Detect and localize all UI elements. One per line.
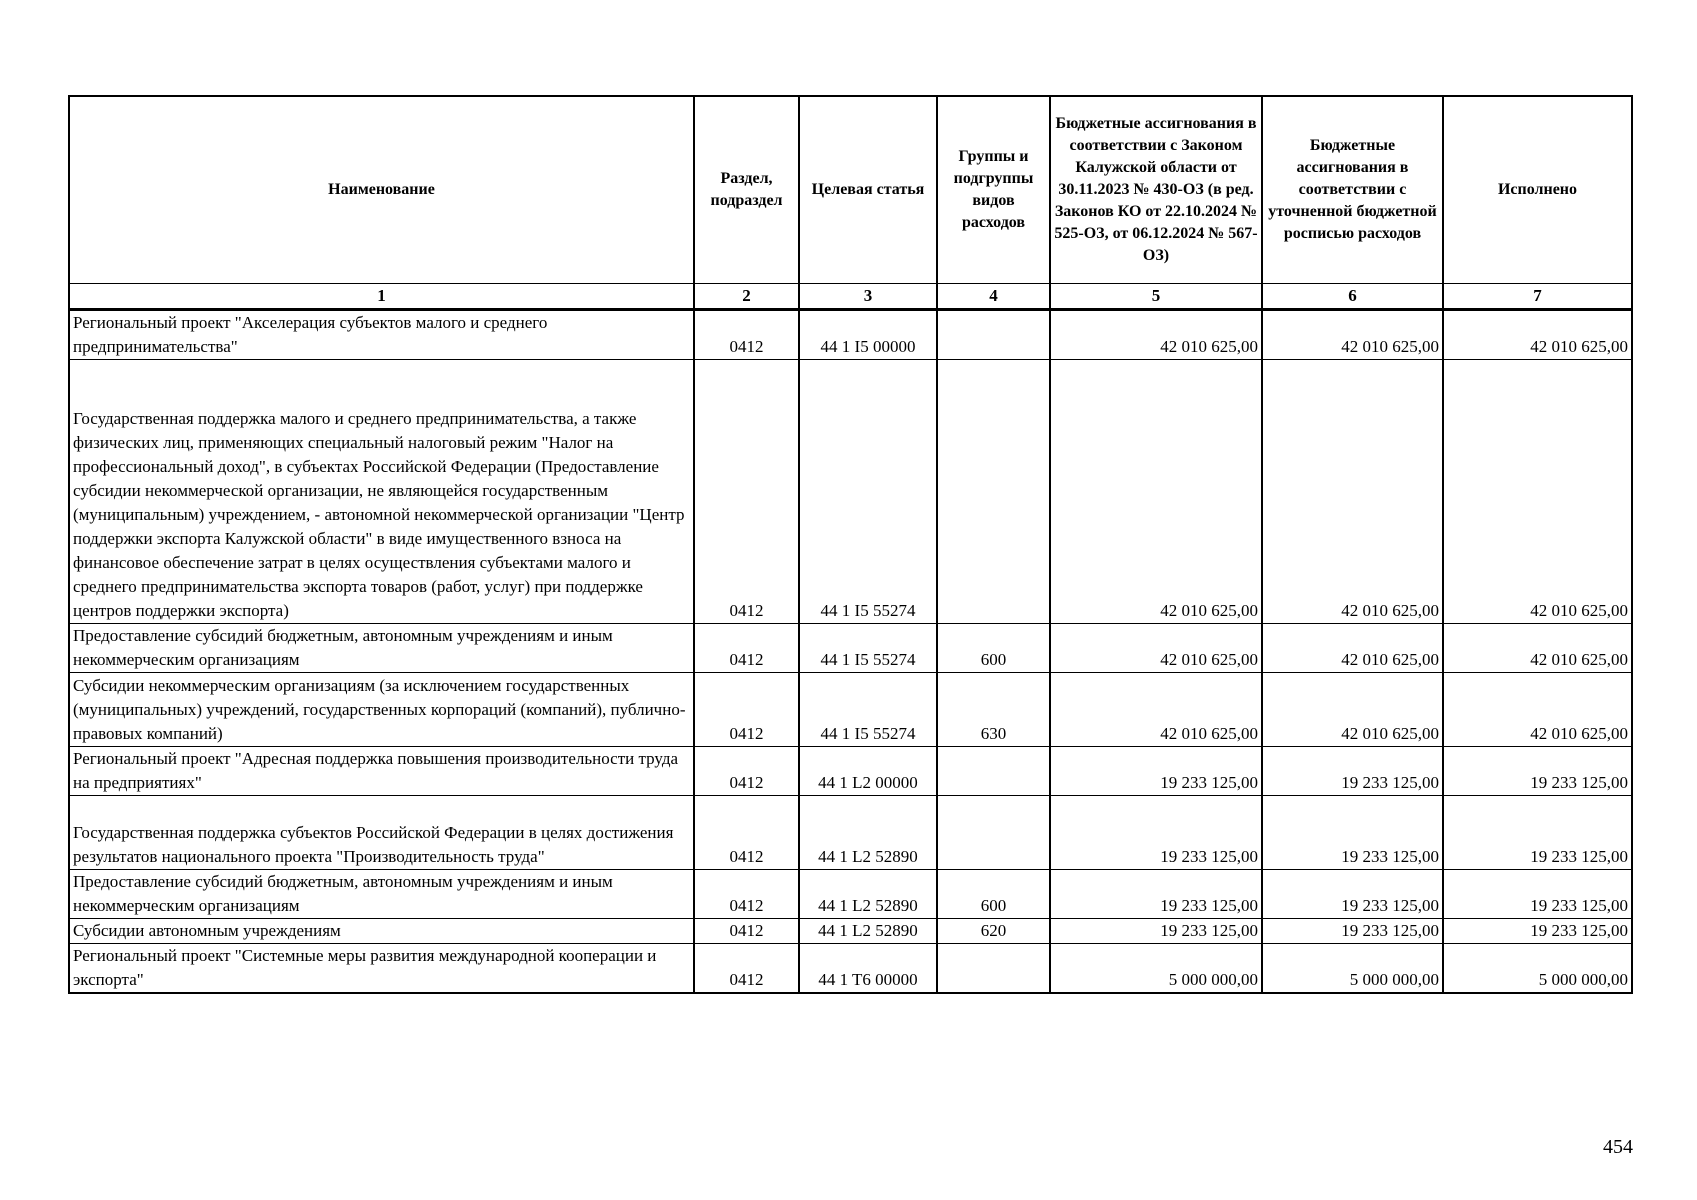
- row-group: [937, 747, 1050, 796]
- row-name: Государственная поддержка малого и среднего предпринимательства, а также физических лиц, применяющих специальный налоговый режим "Налог на профессиональный доход", в субъектах Российской Федерации (Предоставление субсидии некоммерческой организации, не являющейся государственным (муниципальным) учреждением, - автономной некоммерческой организации "Центр поддержки экспорта Калужской области" в виде имущественного взноса на финансовое обеспечение затрат в целях осуществления субъектами малого и среднего предпринимательства экспорта товаров (работ, услуг) при поддержке центров поддержки экспорта): [69, 360, 694, 624]
- row-executed: 19 233 125,00: [1443, 870, 1632, 919]
- row-name: Региональный проект "Акселерация субъектов малого и среднего предпринимательства": [69, 310, 694, 360]
- row-executed: 42 010 625,00: [1443, 624, 1632, 673]
- row-target: 44 1 I5 55274: [799, 624, 937, 673]
- row-refined: 5 000 000,00: [1262, 944, 1443, 994]
- table-row: [69, 310, 1632, 360]
- row-budget: 5 000 000,00: [1050, 944, 1262, 994]
- row-target: 44 1 L2 52890: [799, 919, 937, 944]
- row-refined: 42 010 625,00: [1262, 360, 1443, 624]
- column-number-row: [69, 284, 1632, 310]
- row-refined: 19 233 125,00: [1262, 870, 1443, 919]
- column-number: 2: [694, 284, 799, 310]
- row-budget: 42 010 625,00: [1050, 624, 1262, 673]
- header-executed: Исполнено: [1443, 96, 1632, 284]
- row-section: 0412: [694, 310, 799, 360]
- table-row: [69, 919, 1632, 944]
- header-refined: Бюджетные ассигнования в соответствии с уточненной бюджетной росписью расходов: [1262, 96, 1443, 284]
- row-budget: 19 233 125,00: [1050, 747, 1262, 796]
- row-budget: 19 233 125,00: [1050, 796, 1262, 870]
- row-name: Государственная поддержка субъектов Российской Федерации в целях достижения результатов национального проекта "Производительность труда": [69, 796, 694, 870]
- column-number: 1: [69, 284, 694, 310]
- row-target: 44 1 L2 00000: [799, 747, 937, 796]
- row-name: Субсидии автономным учреждениям: [69, 919, 694, 944]
- row-target: 44 1 I5 00000: [799, 310, 937, 360]
- table-row: [69, 624, 1632, 673]
- row-group: 630: [937, 673, 1050, 747]
- row-executed: 5 000 000,00: [1443, 944, 1632, 994]
- row-executed: 42 010 625,00: [1443, 310, 1632, 360]
- row-group: 620: [937, 919, 1050, 944]
- header-group: Группы и подгруппы видов расходов: [937, 96, 1050, 284]
- row-budget: 42 010 625,00: [1050, 360, 1262, 624]
- column-number: 5: [1050, 284, 1262, 310]
- row-refined: 42 010 625,00: [1262, 673, 1443, 747]
- table-row: [69, 747, 1632, 796]
- row-section: 0412: [694, 870, 799, 919]
- row-refined: 19 233 125,00: [1262, 796, 1443, 870]
- row-section: 0412: [694, 796, 799, 870]
- row-budget: 42 010 625,00: [1050, 310, 1262, 360]
- row-group: [937, 796, 1050, 870]
- row-budget: 19 233 125,00: [1050, 919, 1262, 944]
- row-section: 0412: [694, 360, 799, 624]
- row-executed: 19 233 125,00: [1443, 747, 1632, 796]
- row-group: 600: [937, 624, 1050, 673]
- row-group: [937, 360, 1050, 624]
- table-row: [69, 796, 1632, 870]
- row-section: 0412: [694, 747, 799, 796]
- row-section: 0412: [694, 673, 799, 747]
- column-number: 7: [1443, 284, 1632, 310]
- row-group: 600: [937, 870, 1050, 919]
- table-row: [69, 673, 1632, 747]
- column-number: 3: [799, 284, 937, 310]
- row-section: 0412: [694, 944, 799, 994]
- budget-table: [68, 95, 1633, 994]
- header-section: Раздел, подраздел: [694, 96, 799, 284]
- row-target: 44 1 L2 52890: [799, 796, 937, 870]
- row-group: [937, 944, 1050, 994]
- header-row: [69, 96, 1632, 284]
- row-target: 44 1 I5 55274: [799, 360, 937, 624]
- row-executed: 42 010 625,00: [1443, 673, 1632, 747]
- row-refined: 42 010 625,00: [1262, 624, 1443, 673]
- row-name: Региональный проект "Адресная поддержка повышения производительности труда на предприятиях": [69, 747, 694, 796]
- row-executed: 19 233 125,00: [1443, 919, 1632, 944]
- page-number: 454: [1603, 1136, 1633, 1158]
- row-name: Субсидии некоммерческим организациям (за исключением государственных (муниципальных) учреждений, государственных корпораций (компаний), публично-правовых компаний): [69, 673, 694, 747]
- row-section: 0412: [694, 624, 799, 673]
- row-group: [937, 310, 1050, 360]
- table-row: [69, 944, 1632, 994]
- row-name: Предоставление субсидий бюджетным, автономным учреждениям и иным некоммерческим организациям: [69, 624, 694, 673]
- header-target: Целевая статья: [799, 96, 937, 284]
- row-target: 44 1 I5 55274: [799, 673, 937, 747]
- column-number: 4: [937, 284, 1050, 310]
- row-refined: 19 233 125,00: [1262, 747, 1443, 796]
- table-row: [69, 870, 1632, 919]
- row-target: 44 1 T6 00000: [799, 944, 937, 994]
- header-name: Наименование: [69, 96, 694, 284]
- row-refined: 19 233 125,00: [1262, 919, 1443, 944]
- row-target: 44 1 L2 52890: [799, 870, 937, 919]
- row-section: 0412: [694, 919, 799, 944]
- row-budget: 42 010 625,00: [1050, 673, 1262, 747]
- column-number: 6: [1262, 284, 1443, 310]
- row-executed: 42 010 625,00: [1443, 360, 1632, 624]
- row-executed: 19 233 125,00: [1443, 796, 1632, 870]
- budget-sheet: [68, 95, 1631, 994]
- row-budget: 19 233 125,00: [1050, 870, 1262, 919]
- row-refined: 42 010 625,00: [1262, 310, 1443, 360]
- header-budget: Бюджетные ассигнования в соответствии с Законом Калужской области от 30.11.2023 № 430-ОЗ (в ред. Законов КО от 22.10.2024 № 525-ОЗ, от 06.12.2024 № 567-ОЗ): [1050, 96, 1262, 284]
- row-name: Предоставление субсидий бюджетным, автономным учреждениям и иным некоммерческим организациям: [69, 870, 694, 919]
- row-name: Региональный проект "Системные меры развития международной кооперации и экспорта": [69, 944, 694, 994]
- table-row: [69, 360, 1632, 624]
